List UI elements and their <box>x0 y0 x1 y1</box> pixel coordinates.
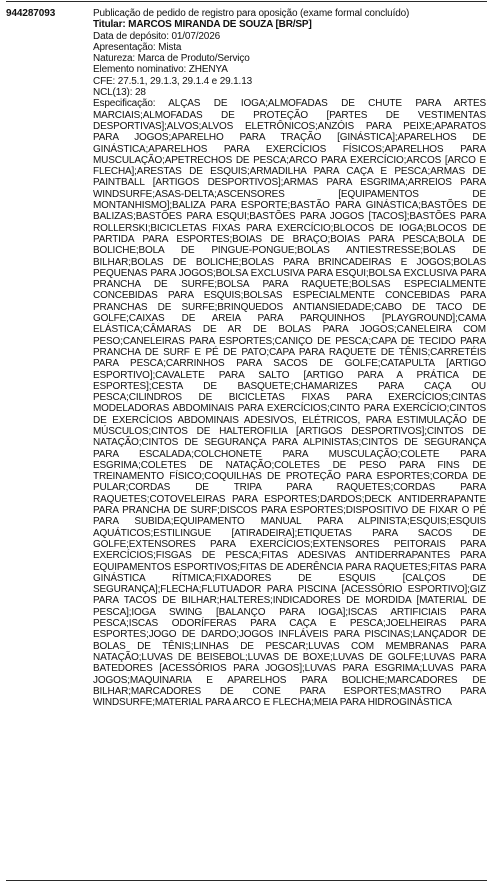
mark-nature: Natureza: Marca de Produto/Serviço <box>93 53 250 65</box>
goods-specification: Especificação: ALÇAS DE IOGA;ALMOFADAS DE CHUTE PARA ARTES MARCIAIS;ALMOFADAS DE PROTEÇÃO [PARTES DE VESTIMENTAS DESPORTIVAS];ALVOS;ALVOS ELETRÔNICOS;ANZÓIS PARA PEIXE;APARATOS PARA JOGOS;APARELHO PARA TRAÇÃO [GINÁSTICA];APARELHOS DE GINÁSTICA;APARELHOS PARA EXERCÍCIOS FÍSICOS;APARELHOS PARA MUSCULAÇÃO;APETRECHOS DE PESCA;ARCO PARA EXERCÍCIO;ARCOS [ARCO E FLECHA];ARESTAS DE ESQUIS;ARMADILHA PARA CAÇA E PESCA;ARMAS DE PAINTBALL [ARTIGOS DESPORTIVOS];ARMAS PARA ESGRIMA;ARREIOS PARA WINDSURFE;ASAS-DELTA;ASCENSORES [EQUIPAMENTOS DE MONTANHISMO];BALIZA PARA ESPORTE;BASTÃO PARA GINÁSTICA;BASTÕES DE BALIZAS;BASTÕES PARA ESQUI;BASTÕES PARA JOGOS [TACOS];BASTÕES PARA ROLLERSKI;BICICLETAS FIXAS PARA EXERCÍCIO;BLOCOS DE IOGA;BLOCOS DE PARTIDA PARA ESPORTES;BOIAS DE BRAÇO;BOIAS PARA PESCA;BOLA DE BOLICHE;BOLA DE PINGUE-PONGUE;BOLAS ANTIESTRESSE;BOLAS DE BILHAR;BOLAS DE BOLICHE;BOLAS PARA BRINCADEIRAS E JOGOS;BOLAS PEQUENAS PARA JOGOS;BOLSA EXCLUSIVA PARA ESQUI;BOLSA EXCLUSIVA PARA PRANCHA DE SURFE;BOLSA PARA RAQUETE;BOLSAS ESPECIALMENTE CONCEBIDAS PARA ESQUIS;BOLSAS ESPECIALMENTE CONCEBIDAS PARA PRANCHAS DE SURFE;BRINQUEDOS ANTIANSIEDADE;CABO DE TACO DE GOLFE;CAIXAS DE AREIA PARA PARQUINHOS [PLAYGROUND];CAMA ELÁSTICA;CÂMARAS DE AR DE BOLAS PARA JOGOS;CANELEIRA COM PESO;CANELEIRAS PARA ESPORTES;CANIÇO DE PESCA;CAPA DE TECIDO PARA PRANCHA DE SURF E PÉ DE PATO;CAPA PARA RAQUETE DE TÊNIS;CARRETÉIS PARA PESCA;CARRINHOS PARA SACOS DE GOLFE;CATAPULTA [ARTIGO ESPORTIVO];CAVALETE PARA SALTO [ARTIGO PARA A PRÁTICA DE ESPORTES];CESTA DE BASQUETE;CHAMARIZES PARA CAÇA OU PESCA;CILINDROS DE BICICLETAS FIXAS PARA EXERCÍCIOS;CINTAS MODELADORAS ABDOMINAIS PARA EXERCÍCIOS;CINTO PARA EXERCÍCIO;CINTOS DE EXERCÍCIOS ABDOMINAIS ADESIVOS, ELÉTRICOS, PARA ESTIMULAÇÃO DE MÚSCULOS;CINTOS DE HALTEROFILIA [ARTIGOS DESPORTIVOS];CINTOS DE NATAÇÃO;CINTOS DE SEGURANÇA PARA ALPINISTAS;CINTOS DE SEGURANÇA PARA ESCALADA;COLCHONETE PARA MUSCULAÇÃO;COLETE PARA ESGRIMA;COLETES DE NATAÇÃO;COLETES DE PESO PARA FINS DE TREINAMENTO FÍSICO;COQUILHAS DE PROTEÇÃO PARA ESPORTES;CORDA DE PULAR;CORDAS DE TRIPA PARA RAQUETES;CORDAS PARA RAQUETES;COTOVELEIRAS PARA ESPORTES;DARDOS;DECK ANTIDERRAPANTE PARA PRANCHA DE SURF;DISCOS PARA ESPORTES;DISPOSITIVO DE FIXAR O PÉ PARA SUBIDA;EQUIPAMENTO MANUAL PARA ALPINISTA;ESQUIS;ESQUIS AQUÁTICOS;ESTILINGUE [ATIRADEIRA];ETIQUETAS PARA SACOS DE GOLFE;EXTENSORES PARA EXERCÍCIOS;EXTENSORES PEITORAIS PARA EXERCÍCIOS;FISGAS DE PESCA;FITAS ADESIVAS ANTIDERRAPANTES PARA EQUIPAMENTOS ESPORTIVOS;FITAS DE ADERÊNCIA PARA RAQUETES;FITAS PARA GINÁSTICA RÍTMICA;FIXADORES DE ESQUIS [CALÇOS DE SEGURANÇA];FLECHA;FLUTUADOR PARA PISCINA [ACESSÓRIO ESPORTIVO];GIZ PARA TACOS DE BILHAR;HALTERES;INDICADORES DE MORDIDA [MATERIAL DE PESCA];IOGA SWING [BALANÇO PARA IOGA];ISCAS ARTIFICIAIS PARA PESCA;ISCAS ODORÍFERAS PARA CAÇA E PESCA;JOELHEIRAS PARA ESPORTES;JOGO DE DARDO;JOGOS INFLÁVEIS PARA PISCINAS;LANÇADOR DE BOLAS DE TÊNIS;LINHAS DE PESCAR;LUVAS COM MEMBRANAS PARA NATAÇÃO;LUVAS DE BEISEBOL;LUVAS DE BOXE;LUVAS DE GOLFE;LUVAS PARA BATEDORES [ACESSÓRIOS PARA JOGOS];LUVAS PARA ESGRIMA;LUVAS PARA JOGOS;MAQUINARIA E APARELHOS PARA BOLICHE;MARCADORES DE BILHAR;MARCADORES DE CONE PARA ESPORTES;MASTRO PARA WINDSURFE;MATERIAL PARA ARCO E FLECHA;MEIA PARA HIDROGINÁSTICA <box>93 98 486 709</box>
ncl-classification: NCL(13): 28 <box>93 87 146 99</box>
filing-date: Data de depósito: 01/07/2026 <box>93 30 221 42</box>
holder-name: Titular: MARCOS MIRANDA DE SOUZA [BR/SP] <box>93 19 312 31</box>
trademark-record <box>93 8 486 708</box>
nominative-element: Elemento nominativo: ZHENYA <box>93 64 228 76</box>
presentation-type: Apresentação: Mista <box>93 41 182 53</box>
cfe-classification: CFE: 27.5.1, 29.1.3, 29.1.4 e 29.1.13 <box>93 75 253 87</box>
dispatch-description: Publicação de pedido de registro para oposição (exame formal concluído) <box>93 8 410 19</box>
process-number: 944287093 <box>6 8 56 19</box>
top-divider <box>6 1 487 2</box>
bottom-divider <box>6 880 487 881</box>
